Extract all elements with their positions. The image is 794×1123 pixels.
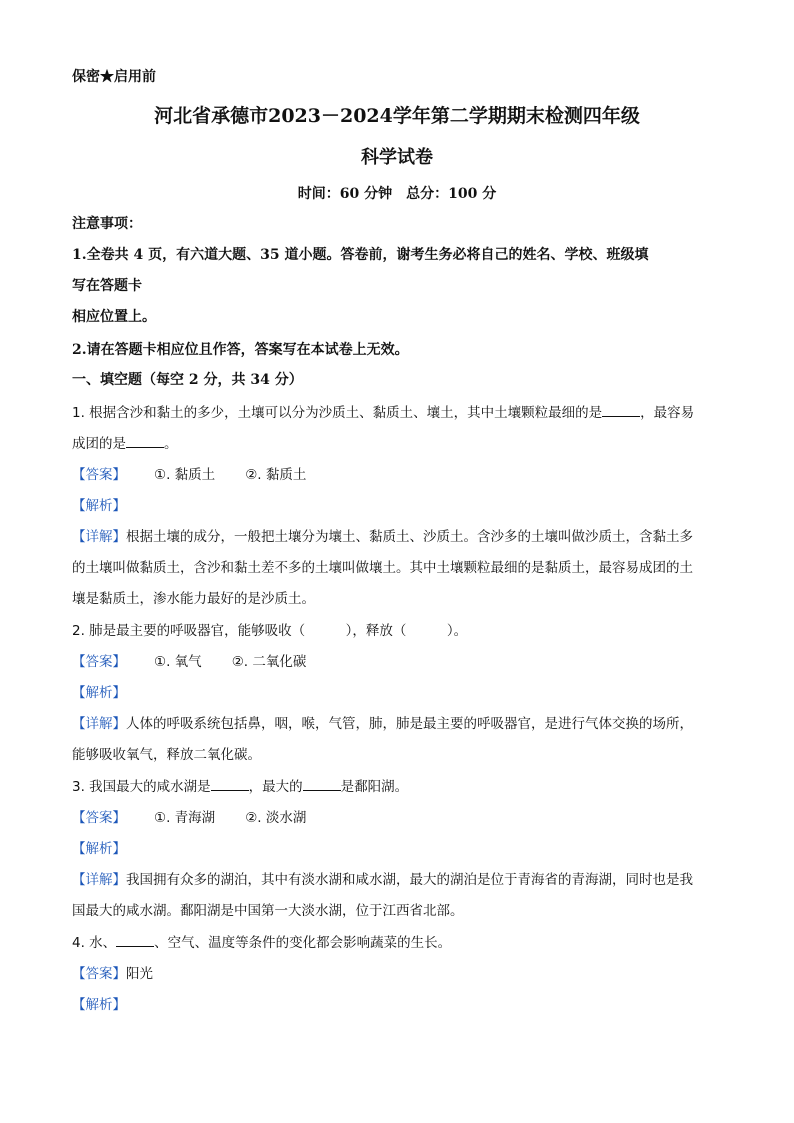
confidential-label: 保密★启用前: [72, 69, 156, 85]
question-3: 3. 我国最大的咸水湖是 ，最大的 是鄱阳湖。: [72, 779, 409, 795]
answer-blank: [126, 435, 164, 448]
detail-label: 【详解】: [72, 529, 126, 545]
question-2: 2. 肺是最主要的呼吸器官，能够吸收（ ），释放（ ）。: [72, 623, 468, 639]
note-line-1c: 相应位置上。: [72, 309, 156, 325]
answer-2a: ①. 氧气: [154, 654, 202, 670]
answer-row-3: [72, 806, 306, 826]
section-heading: 一、填空题（每空 2 分，共 34 分）: [72, 372, 303, 388]
time-score: 时间：60 分钟 总分：100 分: [297, 186, 497, 202]
answer-4: 阳光: [126, 966, 153, 982]
exam-title: 河北省承德市2023－2024学年第二学期期末检测四年级: [154, 105, 640, 127]
question-1: 1. 根据含沙和黏土的多少，土壤可以分为沙质土、黏质土、壤土，其中土壤颗粒最细的是 ，最容易: [72, 405, 695, 421]
analysis-label: 【解析】: [72, 498, 126, 514]
answer-label: 【答案】: [72, 810, 126, 826]
answer-blank: [211, 778, 249, 791]
answer-row-1: [72, 463, 306, 483]
answer-label: 【答案】: [72, 654, 126, 670]
detail-3-line-1: 【详解】我国拥有众多的湖泊，其中有淡水湖和咸水湖，最大的湖泊是位于青海省的青海湖，同时也是我: [72, 872, 693, 888]
note-line-1b: 写在答题卡: [72, 278, 142, 294]
answer-blank: [116, 934, 154, 947]
answer-3b: ②. 淡水湖: [245, 810, 307, 826]
analysis-label: 【解析】: [72, 997, 126, 1013]
detail-2-line-2: 能够吸收氧气，释放二氧化碳。: [72, 747, 261, 763]
answer-2b: ②. 二氧化碳: [231, 654, 307, 670]
answer-1b: ②. 黏质土: [245, 467, 307, 483]
answer-row-4: [72, 962, 153, 982]
detail-1-line-2: 的土壤叫做黏质土，含沙和黏土差不多的土壤叫做壤土。其中土壤颗粒最细的是黏质土，最容易成团的土: [72, 560, 693, 576]
answer-1a: ①. 黏质土: [154, 467, 216, 483]
detail-label: 【详解】: [72, 716, 126, 732]
detail-1-line-1: 【详解】根据土壤的成分，一般把土壤分为壤土、黏质土、沙质土。含沙多的土壤叫做沙质土，含黏土多: [72, 529, 693, 545]
detail-label: 【详解】: [72, 872, 126, 888]
answer-label: 【答案】: [72, 966, 126, 982]
analysis-label: 【解析】: [72, 685, 126, 701]
note-line-2: 2.请在答题卡相应位且作答，答案写在本试卷上无效。: [72, 342, 409, 358]
question-1-cont: 成团的是 。: [72, 436, 178, 452]
detail-1-line-3: 壤是黏质土，渗水能力最好的是沙质土。: [72, 591, 315, 607]
notes-heading: 注意事项：: [72, 216, 142, 232]
answer-blank: [303, 778, 341, 791]
exam-subtitle: 科学试卷: [361, 147, 433, 168]
analysis-label: 【解析】: [72, 841, 126, 857]
answer-blank: [602, 404, 640, 417]
note-line-1a: 1.全卷共 4 页，有六道大题、35 道小题。答卷前，谢考生务必将自己的姓名、学校、班级填: [72, 247, 649, 263]
detail-3-line-2: 国最大的咸水湖。鄱阳湖是中国第一大淡水湖，位于江西省北部。: [72, 903, 464, 919]
detail-2-line-1: 【详解】人体的呼吸系统包括鼻，咽，喉，气管，肺，肺是最主要的呼吸器官，是进行气体交换的场所，: [72, 716, 693, 732]
question-4: 4. 水、 、空气、温度等条件的变化都会影响蔬菜的生长。: [72, 935, 452, 951]
answer-row-2: [72, 650, 306, 670]
answer-label: 【答案】: [72, 467, 126, 483]
answer-3a: ①. 青海湖: [154, 810, 216, 826]
